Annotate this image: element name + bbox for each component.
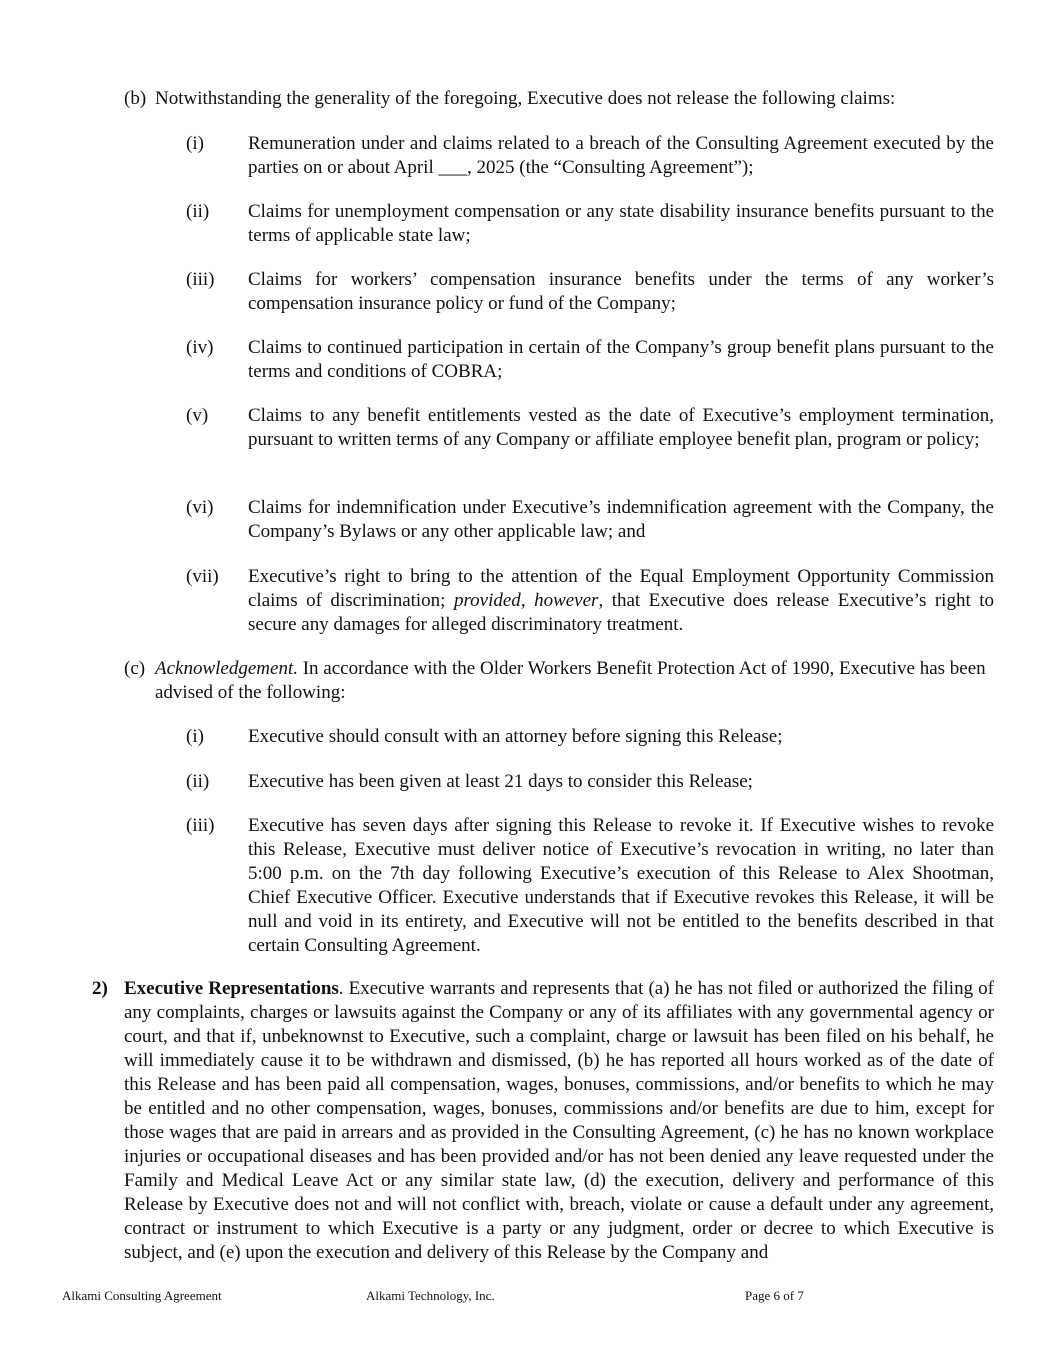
item-text: Remuneration under and claims related to a breach of the Consulting Agreement executed by the parties on or about April ___, 2025 (the “Consulting Agreement”); (248, 133, 994, 178)
paragraph-b-label: (b) (124, 88, 147, 109)
item-number: (vi) (186, 497, 214, 518)
item-number: (vii) (186, 566, 219, 587)
item-text: Executive has seven days after signing this Release to revoke it. If Executive wishes to revoke this Release, Executive must deliver notice of Executive’s revocation in writing, no later than 5:00 p.m. on the 7th day following Executive’s execution of this Release to Alex Shootman, Chief Executive Officer. Executive understands that if Executive revokes this Release, it will be null and void in its entirety, and Executive will not be entitled to the benefits described in that certain Consulting Agreement. (248, 815, 994, 956)
item-text: Executive has been given at least 21 days to consider this Release; (248, 771, 753, 792)
paragraph-c-label: (c) (124, 658, 146, 679)
item-text: Claims for indemnification under Executive’s indemnification agreement with the Company, the Company’s Bylaws or any other applicable law; and (248, 497, 994, 542)
item-number: (ii) (186, 771, 210, 792)
section-heading: Executive Representations (124, 978, 339, 999)
paragraph-c-text (155, 657, 994, 705)
item-text: Claims for unemployment compensation or any state disability insurance benefits pursuant to the terms of applicable state law; (248, 201, 994, 246)
item-number: (iv) (186, 337, 214, 358)
footer-left: Alkami Consulting Agreement (62, 1288, 222, 1303)
item-text: Executive should consult with an attorney before signing this Release; (248, 726, 783, 747)
item-number: (i) (186, 133, 204, 154)
footer-center: Alkami Technology, Inc. (366, 1288, 495, 1303)
item-number: (iii) (186, 269, 215, 290)
item-text-part: , that Executive does release Executive’s right to secure any damages for alleged discriminatory treatment. (248, 590, 994, 635)
item-text (248, 565, 994, 637)
item-text-italic: however (534, 590, 599, 611)
paragraph-c-heading: Acknowledgement. (155, 658, 298, 679)
paragraph-c-body: In accordance with the Older Workers Benefit Protection Act of 1990, Executive has been advised of the following: (155, 658, 986, 703)
item-text-italic: provided (453, 590, 521, 611)
item-number: (ii) (186, 201, 210, 222)
item-text-part: , (520, 590, 535, 611)
item-number: (v) (186, 405, 209, 426)
item-text: Claims for workers’ compensation insurance benefits under the terms of any worker’s compensation insurance policy or fund of the Company; (248, 269, 994, 314)
item-text: Claims to continued participation in certain of the Company’s group benefit plans pursuant to the terms and conditions of COBRA; (248, 337, 994, 382)
item-number: (iii) (186, 815, 215, 836)
item-number: (i) (186, 726, 204, 747)
paragraph-b-text: Notwithstanding the generality of the foregoing, Executive does not release the following claims: (155, 88, 896, 109)
item-text-part: Executive’s right to bring to the attention of the Equal Employment Opportunity Commission claims of discrimination; (248, 566, 994, 611)
section-body: . Executive warrants and represents that (a) he has not filed or authorized the filing of any complaints, charges or lawsuits against the Company or any of its affiliates with any governmental agency or court, and that if, unbeknownst to Executive, such a complaint, charge or lawsuit has been filed on his behalf, he will immediately cause it to be withdrawn and dismissed, (b) he has reported all hours worked as of the date of this Release and has been paid all compensation, wages, bonuses, commissions, and/or benefits to which he may be entitled and no other compensation, wages, bonuses, commissions and/or benefits are due to him, except for those wages that are paid in arrears and as provided in the Consulting Agreement, (c) he has no known workplace injuries or occupational diseases and has been provided and/or has not been denied any leave requested under the Family and Medical Leave Act or any similar state law, (d) the execution, delivery and performance of this Release by Executive does not and will not conflict with, breach, violate or cause a default under any agreement, contract or instrument to which Executive is a party or any judgment, order or decree to which Executive is subject, and (e) upon the execution and delivery of this Release by the Company and (124, 978, 994, 1263)
item-text: Claims to any benefit entitlements vested as the date of Executive’s employment termination, pursuant to written terms of any Company or affiliate employee benefit plan, program or policy; (248, 405, 994, 450)
footer-page-number: Page 6 of 7 (745, 1288, 804, 1303)
section-number: 2) (92, 978, 108, 999)
section-text (124, 977, 994, 1265)
